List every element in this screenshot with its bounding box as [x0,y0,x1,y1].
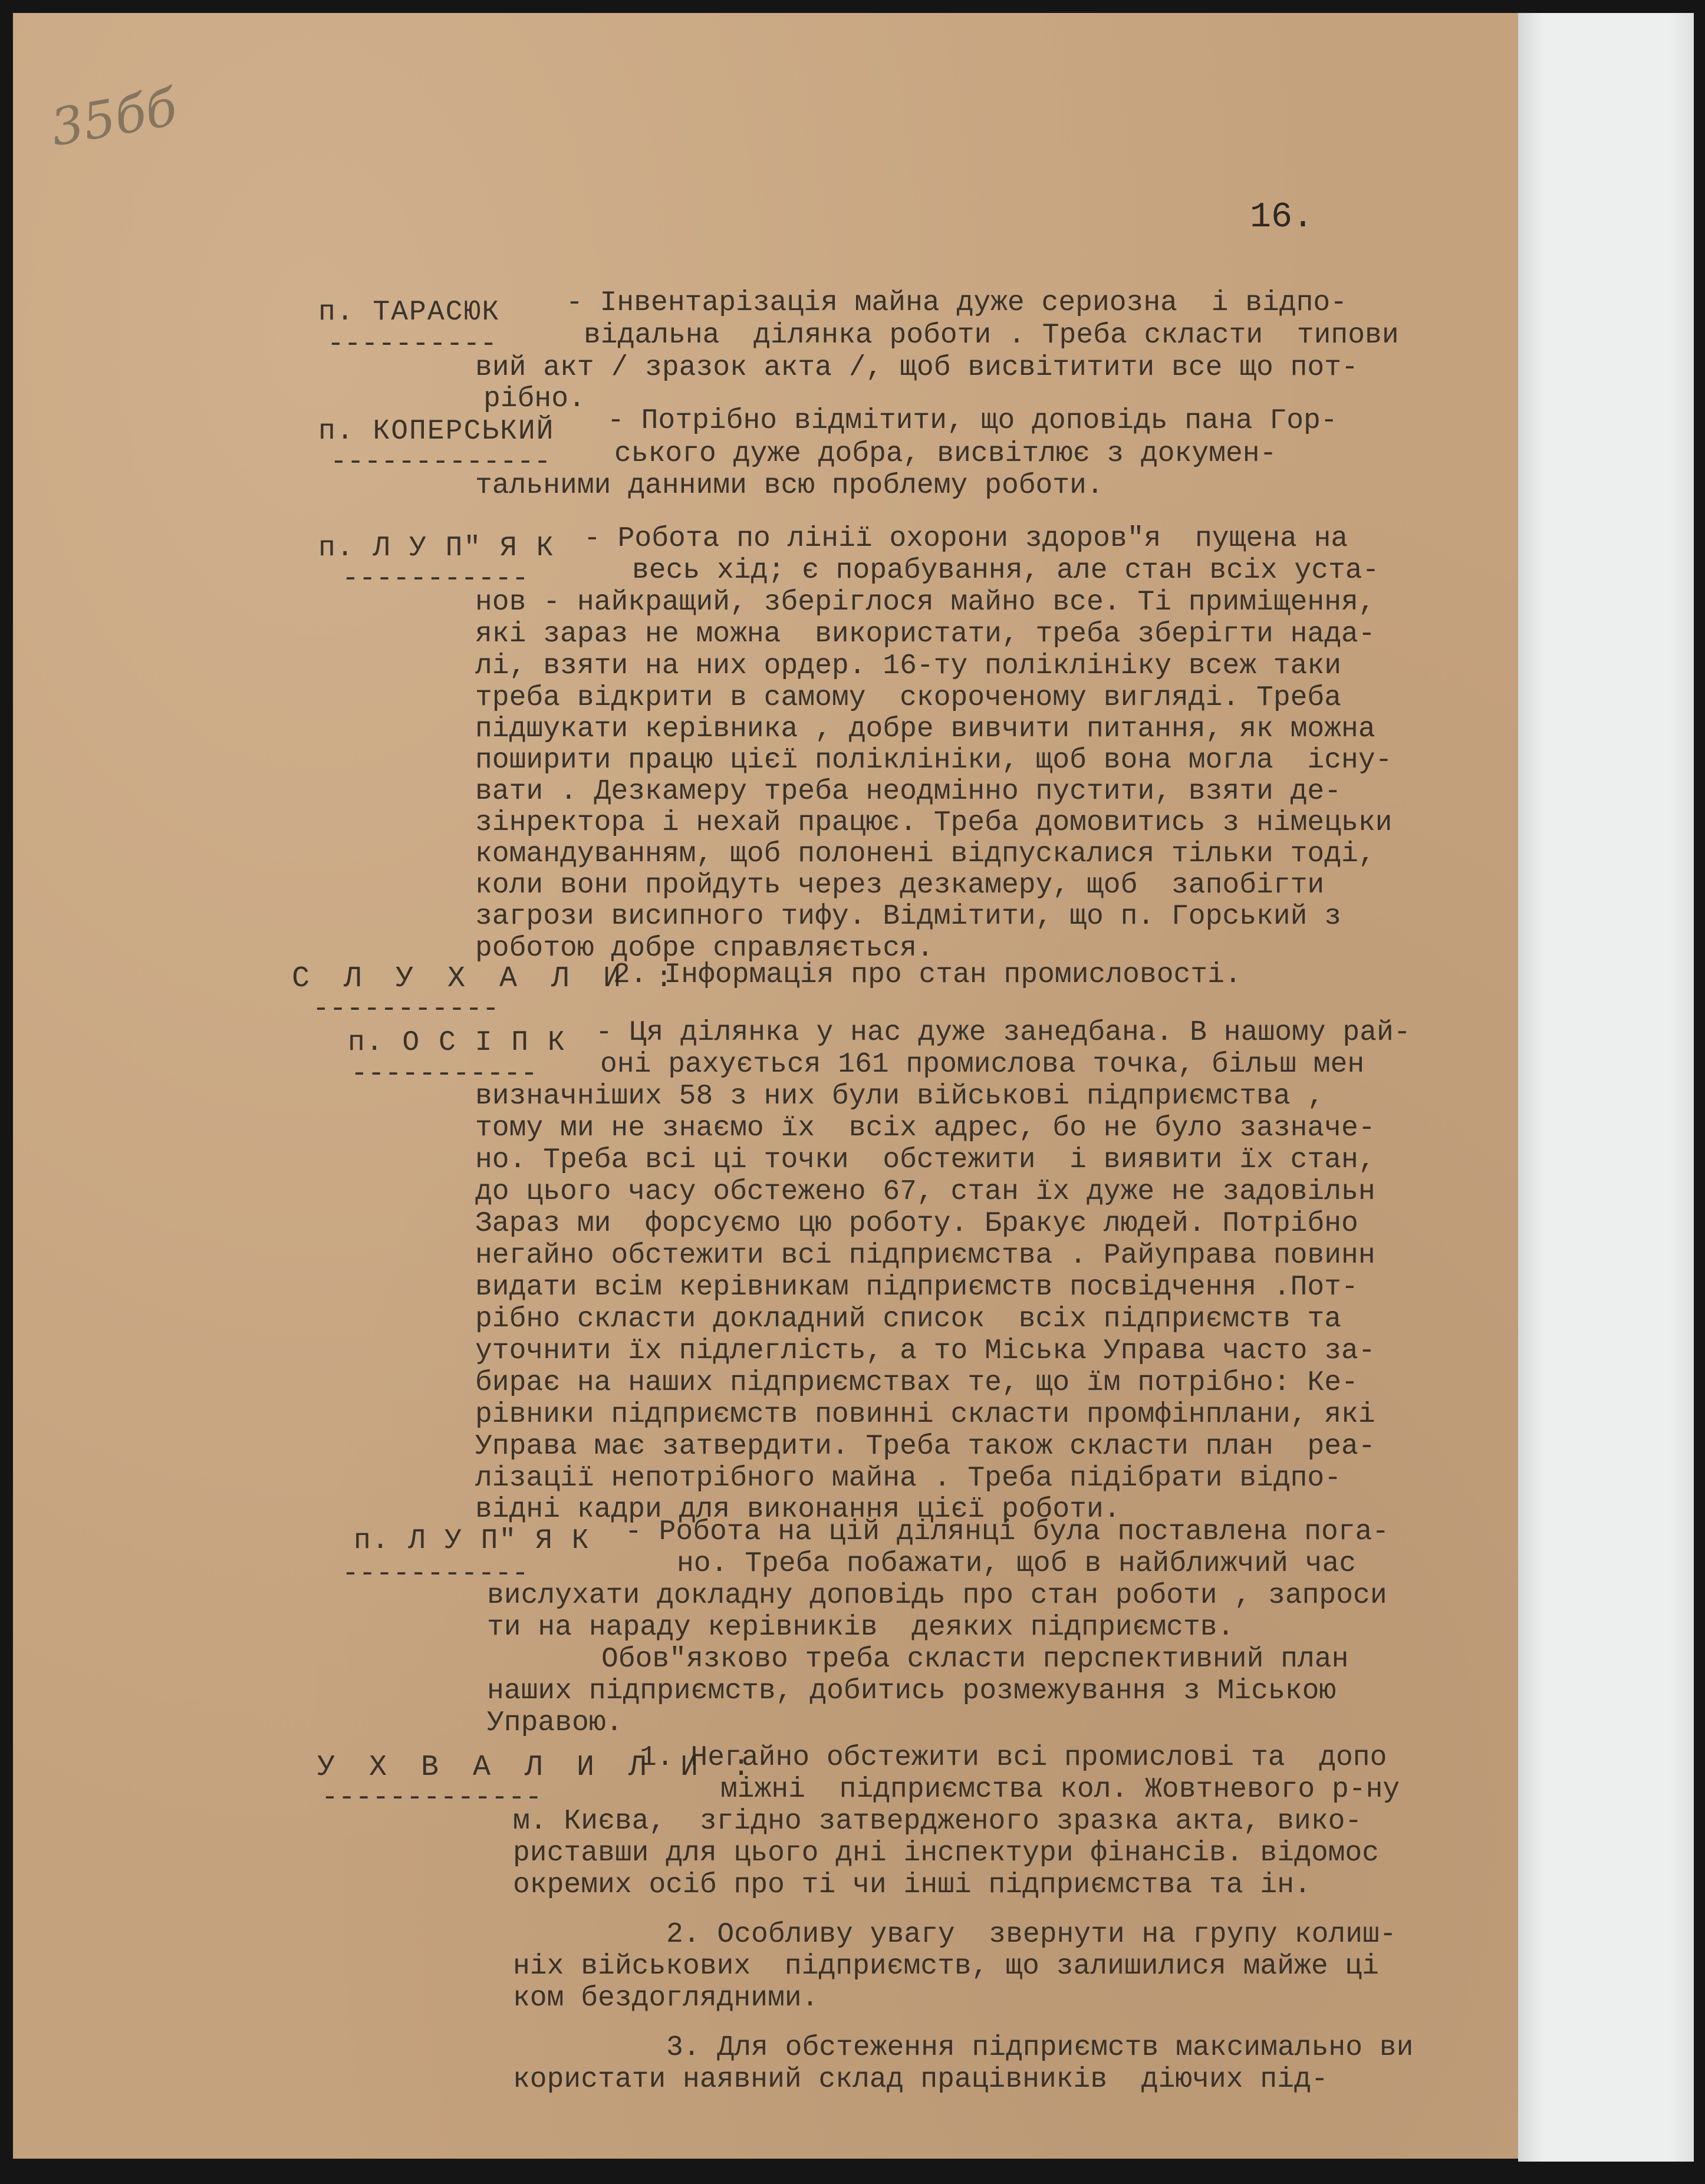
page-number: 16. [1250,197,1314,238]
text-line: рівники підприємств повинні скласти промфінплани, які [475,1399,1375,1431]
speaker-name: п. Л У П" Я К [318,532,555,564]
text-line: рібно скласти докладний список всіх підприємств та [475,1303,1342,1335]
speaker-underline: ---------- [327,328,498,360]
speaker-name: п. О С І П К [348,1027,566,1059]
text-line: но. Треба побажати, щоб в найближчий час [677,1548,1357,1580]
text-line: Управою. [487,1707,623,1739]
resolution-line: 3. Для обстеження підприємств максимально ви [666,2032,1414,2064]
text-line: - Робота по лінії охорони здоров"я пущена на [584,523,1348,555]
text-line: які зараз не можна використати, треба зберігти нада- [475,618,1375,650]
text-line: до цього часу обстежено 67, стан їх дуже не задовільн [475,1176,1375,1208]
speaker-underline: ----------- [342,563,529,595]
text-line: весь хід; є порабування, але стан всіх уста- [632,555,1380,587]
heard-underline: ----------- [312,993,499,1025]
text-line: видати всім керівникам підприємств посвідчення .Пот- [475,1271,1358,1303]
speaker-name: п. Л У П" Я К [354,1525,590,1557]
text-line: треба відкрити в самому скороченому вигляді. Треба [475,682,1342,714]
text-line: лізації непотрібного майна . Треба підібрати відпо- [475,1462,1342,1494]
text-line: роботою добре справляється. [475,933,934,964]
text-line: нов - найкращий, зберіглося майно все. Ті приміщення, [475,587,1375,618]
resolution-line: риставши для цього дні інспектури фінансів. відомос [513,1837,1380,1869]
text-line: Обов"язково треба скласти перспективний план [601,1643,1349,1675]
text-line: ти на нараду керівників деяких підприємств. [487,1612,1235,1643]
resolution-line: користати наявний склад працівників діючих під- [513,2064,1328,2096]
text-line: бирає на наших підприємствах те, що їм потрібно: Ке- [475,1367,1358,1399]
resolution-line: міжні підприємства кол. Жовтневого р-ну [720,1774,1400,1806]
text-line: тому ми не знаємо їх всіх адрес, бо не було зазначе- [475,1112,1375,1144]
resolution-line: окремих осіб про ті чи інші підприємства та ін. [513,1869,1311,1901]
text-line: Зараз ми форсуємо цю роботу. Бракує людей. Потрібно [475,1208,1358,1240]
text-line: відальна ділянка роботи . Треба скласти типови [584,319,1399,351]
speaker-underline: ----------- [342,1558,529,1590]
resolution-line: ком бездоглядними. [513,1982,819,2014]
text-line: оні рахується 161 промислова точка, більш мен [600,1049,1365,1081]
heard-text: 2. Інформація про стан промисловості. [613,959,1242,991]
paper-flap-right [1518,13,1694,2162]
text-line: вати . Дезкамеру треба неодмінно пустити, взяти де- [475,776,1342,808]
text-line: тальними данними всю проблему роботи. [475,470,1104,502]
resolution-line: м. Києва, згідно затвердженого зразка акта, вико- [513,1806,1362,1837]
resolution-line: ніх військових підприємств, що залишилися майже ці [513,1951,1380,1982]
text-line: вислухати докладну доповідь про стан роботи , запроси [487,1580,1387,1612]
text-line: ського дуже добра, висвітлює з докумен- [614,438,1277,470]
text-line: визначніших 58 з них були військові підприємства , [475,1081,1325,1112]
resolution-line: 2. Особливу увагу звернути на групу колиш- [666,1919,1397,1951]
text-line: рібно. [483,383,585,415]
archive-handwritten-mark: 35бб [46,78,182,158]
text-line: загрози висипного тифу. Відмітити, що п. Горський з [475,901,1342,933]
text-line: - Інвентарізація майна дуже сериозна і відпо- [566,287,1348,319]
text-line: уточнити їх підлеглість, а то Міська Управа часто за- [475,1335,1375,1367]
resolution-line: 1. Негайно обстежити всі промислові та допо [640,1742,1387,1774]
resolved-label: У Х В А Л И Л И : [317,1751,759,1784]
text-line: наших підприємств, добитись розмежування з Міською [487,1675,1337,1707]
text-line: но. Треба всі ці точки обстежити і виявити їх стан, [475,1144,1375,1176]
speaker-name: п. КОПЕРСЬКИЙ [318,416,555,447]
text-line: - Потрібно відмітити, що доповідь пана Гор- [607,405,1338,437]
text-line: вий акт / зразок акта /, щоб висвітитити все що пот- [475,352,1358,384]
speaker-name: п. ТАРАСЮК [318,297,501,328]
heard-label: С Л У Х А Л И : [292,962,682,996]
text-line: Управа має затвердити. Треба також скласти план реа- [475,1431,1375,1462]
text-line: негайно обстежити всі підприємства . Райуправа повинн [475,1240,1375,1271]
text-line: командуванням, щоб полонені відпускалися тільки тоді, [475,838,1375,870]
text-line: зінректора і нехай працює. Треба домовитись з німецьки [475,807,1393,839]
text-line: підшукати керівника , добре вивчити питання, як можна [475,713,1375,745]
text-line: - Ця ділянка у нас дуже занедбана. В нашому рай- [595,1017,1411,1049]
text-line: - Робота на цій ділянці була поставлена пога- [625,1516,1390,1548]
text-line: поширити працю цієї поліклініки, щоб вона могла існу- [475,745,1393,776]
text-line: відні кадри для виконання цієї роботи. [475,1494,1121,1526]
resolved-underline: ------------- [321,1782,542,1814]
speaker-underline: ------------- [330,446,551,478]
text-line: лі, взяти на них ордер. 16-ту поліклініку всеж таки [475,650,1342,682]
speaker-underline: ----------- [351,1058,538,1090]
text-line: коли вони пройдуть через дезкамеру, щоб запобігти [475,869,1325,901]
